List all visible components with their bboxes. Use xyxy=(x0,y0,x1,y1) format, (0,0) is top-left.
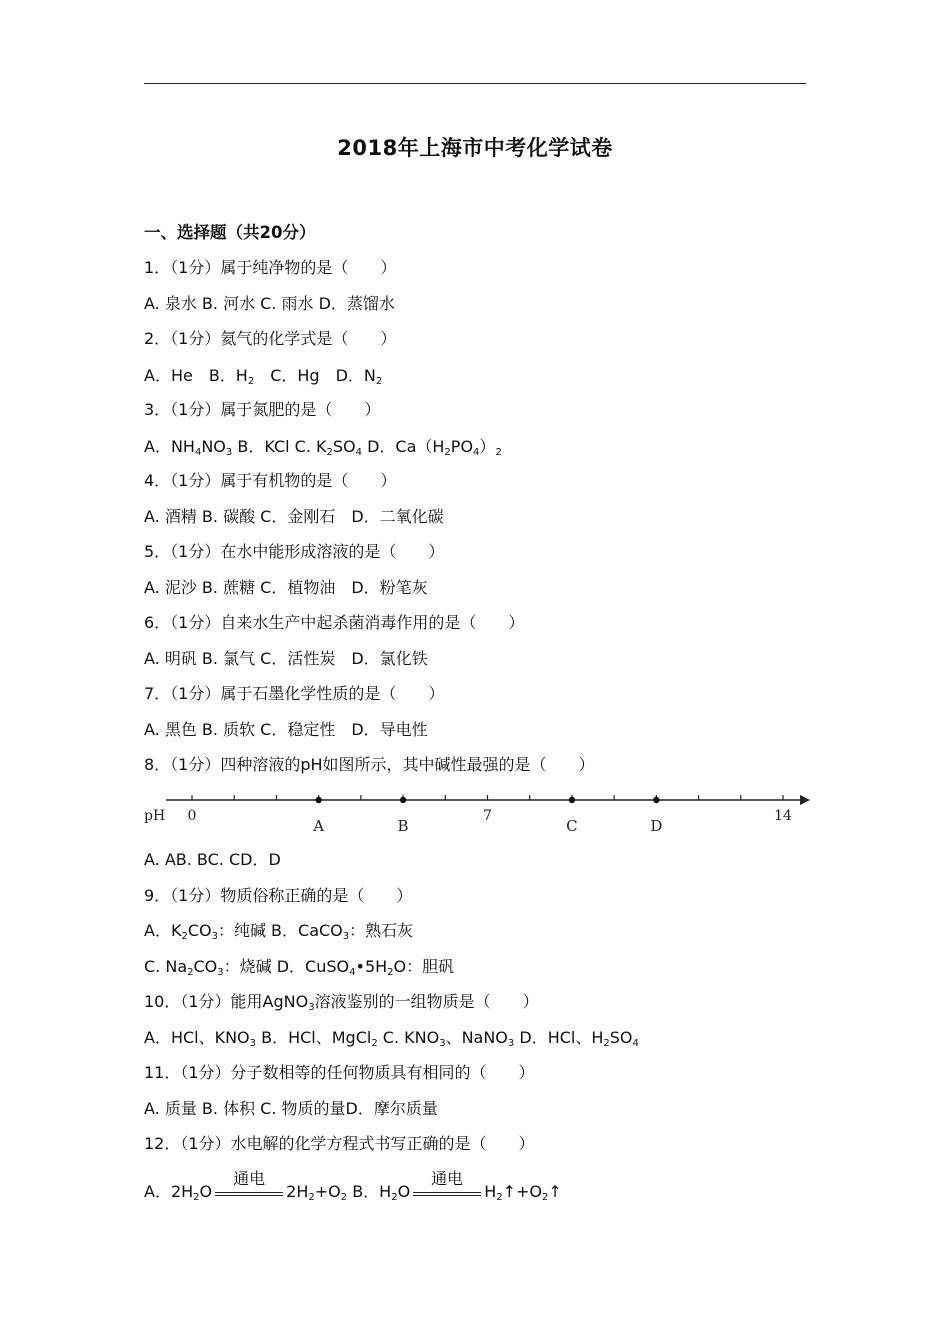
ph-tick-label: 7 xyxy=(483,808,492,824)
q3-options: A．$NH_4NO_3$ B．KCl C. $K_2SO_4$ D．$Ca(H_2PO_4)_2$ xyxy=(144,437,502,458)
equation-condition-a: 通电 xyxy=(213,1182,285,1202)
section-heading: 一、选择题（共20分） xyxy=(144,223,316,242)
q12-options: A．$2H_2O$ 通电 $2H_2+O_2$ B．$H_2O$ 通电 $H_2↑+O_2↑$ xyxy=(144,1169,562,1203)
ph-axis-arrow-icon xyxy=(800,795,810,805)
q11-stem: 11．（1分）分子数相等的任何物质具有相同的（ ） xyxy=(144,1063,535,1082)
page-title: 2018年上海市中考化学试卷 xyxy=(337,136,613,160)
q8-options: A. AB. BC. CD．D xyxy=(144,850,281,869)
ph-point-label-a: A xyxy=(313,817,325,835)
q6-options: A. 明矾 B. 氯气 C．活性炭 D．氯化铁 xyxy=(144,649,428,668)
q3-stem: 3．（1分）属于氮肥的是（ ） xyxy=(144,400,381,419)
q2-options: A．He B．$H_2$ C．Hg D．$N_2$ xyxy=(144,366,383,387)
ph-axis-label: pH xyxy=(144,808,166,824)
ph-point-label-b: B xyxy=(397,817,409,835)
q7-options: A. 黑色 B. 质软 C．稳定性 D．导电性 xyxy=(144,720,428,739)
q5-stem: 5．（1分）在水中能形成溶液的是（ ） xyxy=(144,542,445,561)
q4-stem: 4．（1分）属于有机物的是（ ） xyxy=(144,471,397,490)
q10-stem: 10．（1分）能用AgNO$_3$溶液鉴别的一组物质是（ ） xyxy=(144,992,539,1013)
ph-point-c xyxy=(569,797,575,803)
q9-options-line2: C. $Na_2CO_3$：烧碱 D．$CuSO_4•5H_2O$：胆矾 xyxy=(144,957,455,978)
q1-options: A. 泉水 B. 河水 C. 雨水 D．蒸馏水 xyxy=(144,294,395,313)
q2-stem: 2．（1分）氦气的化学式是（ ） xyxy=(144,329,397,348)
ph-point-d xyxy=(653,797,659,803)
ph-point-label-d: D xyxy=(650,817,663,835)
q9-stem: 9．（1分）物质俗称正确的是（ ） xyxy=(144,886,413,905)
q4-options: A. 酒精 B. 碳酸 C．金刚石 D．二氧化碳 xyxy=(144,507,444,526)
ph-number-line xyxy=(140,785,820,845)
equation-condition-b: 通电 xyxy=(411,1182,483,1202)
q11-options: A. 质量 B. 体积 C. 物质的量D．摩尔质量 xyxy=(144,1099,438,1118)
ph-tick-label: 14 xyxy=(774,808,792,824)
q6-stem: 6．（1分）自来水生产中起杀菌消毒作用的是（ ） xyxy=(144,613,525,632)
ph-point-label-c: C xyxy=(566,817,578,835)
ph-point-b xyxy=(400,797,406,803)
q8-stem: 8．（1分）四种溶液的pH如图所示，其中碱性最强的是（ ） xyxy=(144,755,595,774)
q12-stem: 12．（1分）水电解的化学方程式书写正确的是（ ） xyxy=(144,1134,535,1153)
q9-options-line1: A．$K_2CO_3$：纯碱 B．CaCO$_3$：熟石灰 xyxy=(144,921,414,942)
ph-point-a xyxy=(315,797,321,803)
q1-stem: 1．（1分）属于纯净物的是（ ） xyxy=(144,258,397,277)
q5-options: A. 泥沙 B. 蔗糖 C．植物油 D．粉笔灰 xyxy=(144,578,428,597)
q10-options: A．HCl、$KNO_3$ B．HCl、MgCl$_2$ C. $KNO_3$、NaNO$_3$ D．HCl、$H_2SO_4$ xyxy=(144,1028,639,1049)
ph-tick-label: 0 xyxy=(187,808,197,824)
header-rule xyxy=(144,83,806,84)
q7-stem: 7．（1分）属于石墨化学性质的是（ ） xyxy=(144,684,445,703)
